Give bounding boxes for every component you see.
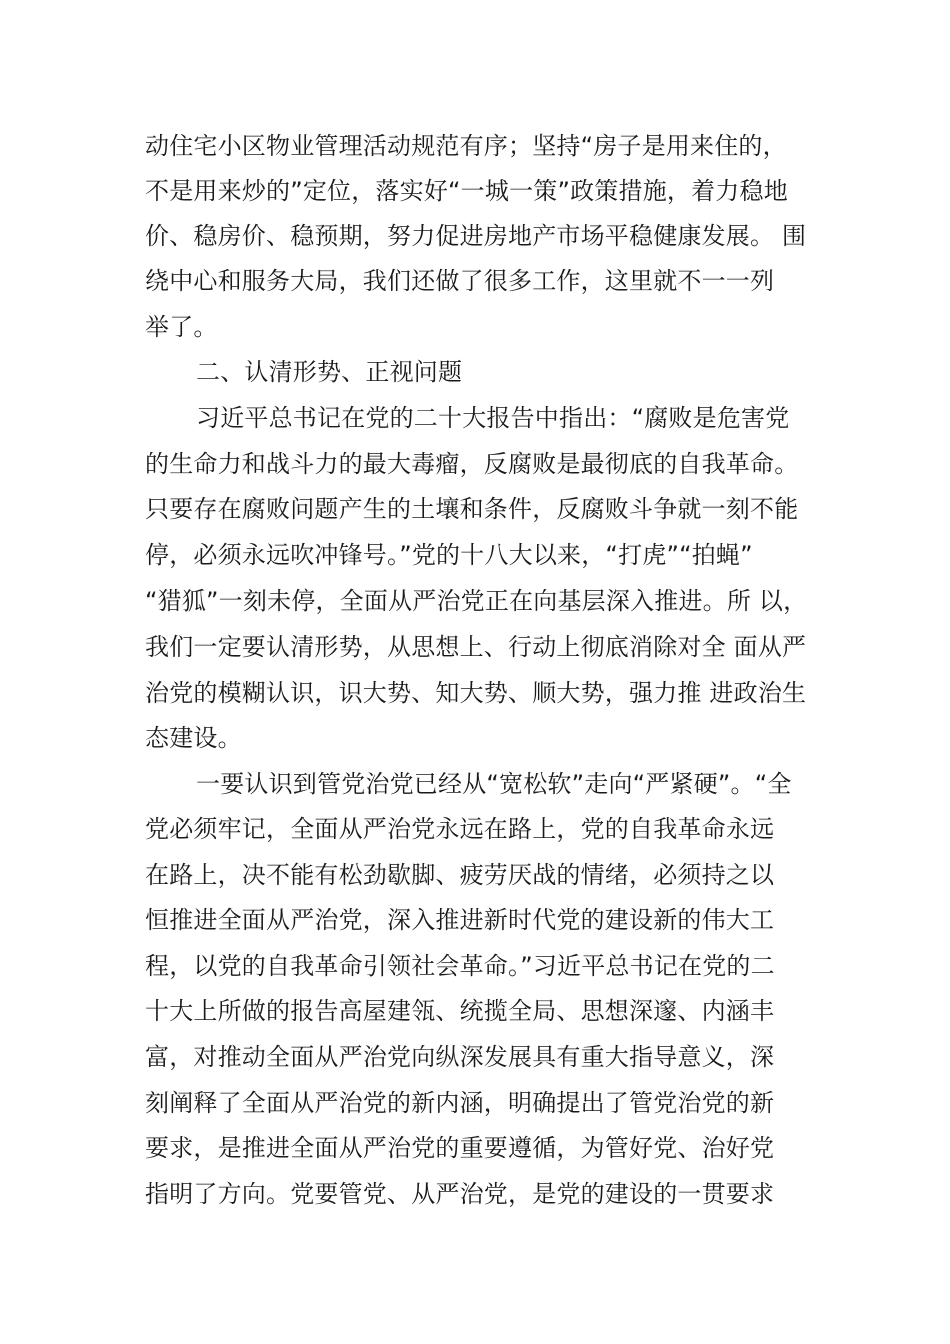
text-line: 不是用来炒的”定位，落实好“一城一策”政策措施，着力稳地 <box>145 177 788 205</box>
text-line: 动住宅小区物业管理活动规范有序；坚持“房子是用来住的， <box>145 132 787 160</box>
text-line: 只要存在腐败问题产生的土壤和条件，反腐败斗争就一刻不能 <box>145 495 799 523</box>
text-line: 我们一定要认清形势，从思想上、行动上彻底消除对全 面从严 <box>145 633 807 661</box>
text-line: 程，以党的自我革命引领社会革命。”习近平总书记在党的二 <box>145 952 775 980</box>
text-line: 要求，是推进全面从严治党的重要遵循，为管好党、治好党 <box>145 1134 775 1162</box>
text-line: 刻阐释了全面从严治党的新内涵，明确提出了管党治党的新 <box>145 1089 775 1117</box>
text-line: 在路上，决不能有松劲歇脚、疲劳厌战的情绪，必须持之以 <box>145 861 775 889</box>
text-line: 价、稳房价、稳预期，努力促进房地产市场平稳健康发展。 围 <box>145 222 807 250</box>
text-line: 富，对推动全面从严治党向纵深发展具有重大指导意义，深 <box>145 1043 775 1071</box>
text-line: “猎狐”一刻未停，全面从严治党正在向基层深入推进。所 以， <box>145 587 808 615</box>
text-line: 恒推进全面从严治党，深入推进新时代党的建设新的伟大工 <box>145 906 775 934</box>
text-line: 一要认识到管党治党已经从“宽松软”走向“严紧硬”。“全 <box>196 770 792 798</box>
text-line: 十大上所做的报告高屋建瓴、统揽全局、思想深邃、内涵丰 <box>145 997 775 1025</box>
text-line: 党必须牢记，全面从严治党永远在路上，党的自我革命永远 <box>145 815 775 843</box>
text-line: 指明了方向。党要管党、从严治党，是党的建设的一贯要求 <box>145 1180 775 1208</box>
text-line: 举了。 <box>145 313 218 341</box>
text-line: 习近平总书记在党的二十大报告中指出：“腐败是危害党 <box>196 404 790 432</box>
text-line: 治党的模糊认识，识大势、知大势、顺大势，强力推 进政治生 <box>145 679 807 707</box>
text-line: 态建设。 <box>145 724 242 752</box>
text-line: 绕中心和服务大局，我们还做了很多工作，这里就不一一列 <box>145 267 775 295</box>
text-line: 的生命力和战斗力的最大毒瘤，反腐败是最彻底的自我革命。 <box>145 450 799 478</box>
section-heading: 二、认清形势、正视问题 <box>196 358 463 386</box>
text-line: 停，必须永远吹冲锋号。”党的十八大以来，“打虎”“拍蝇” <box>145 541 753 569</box>
